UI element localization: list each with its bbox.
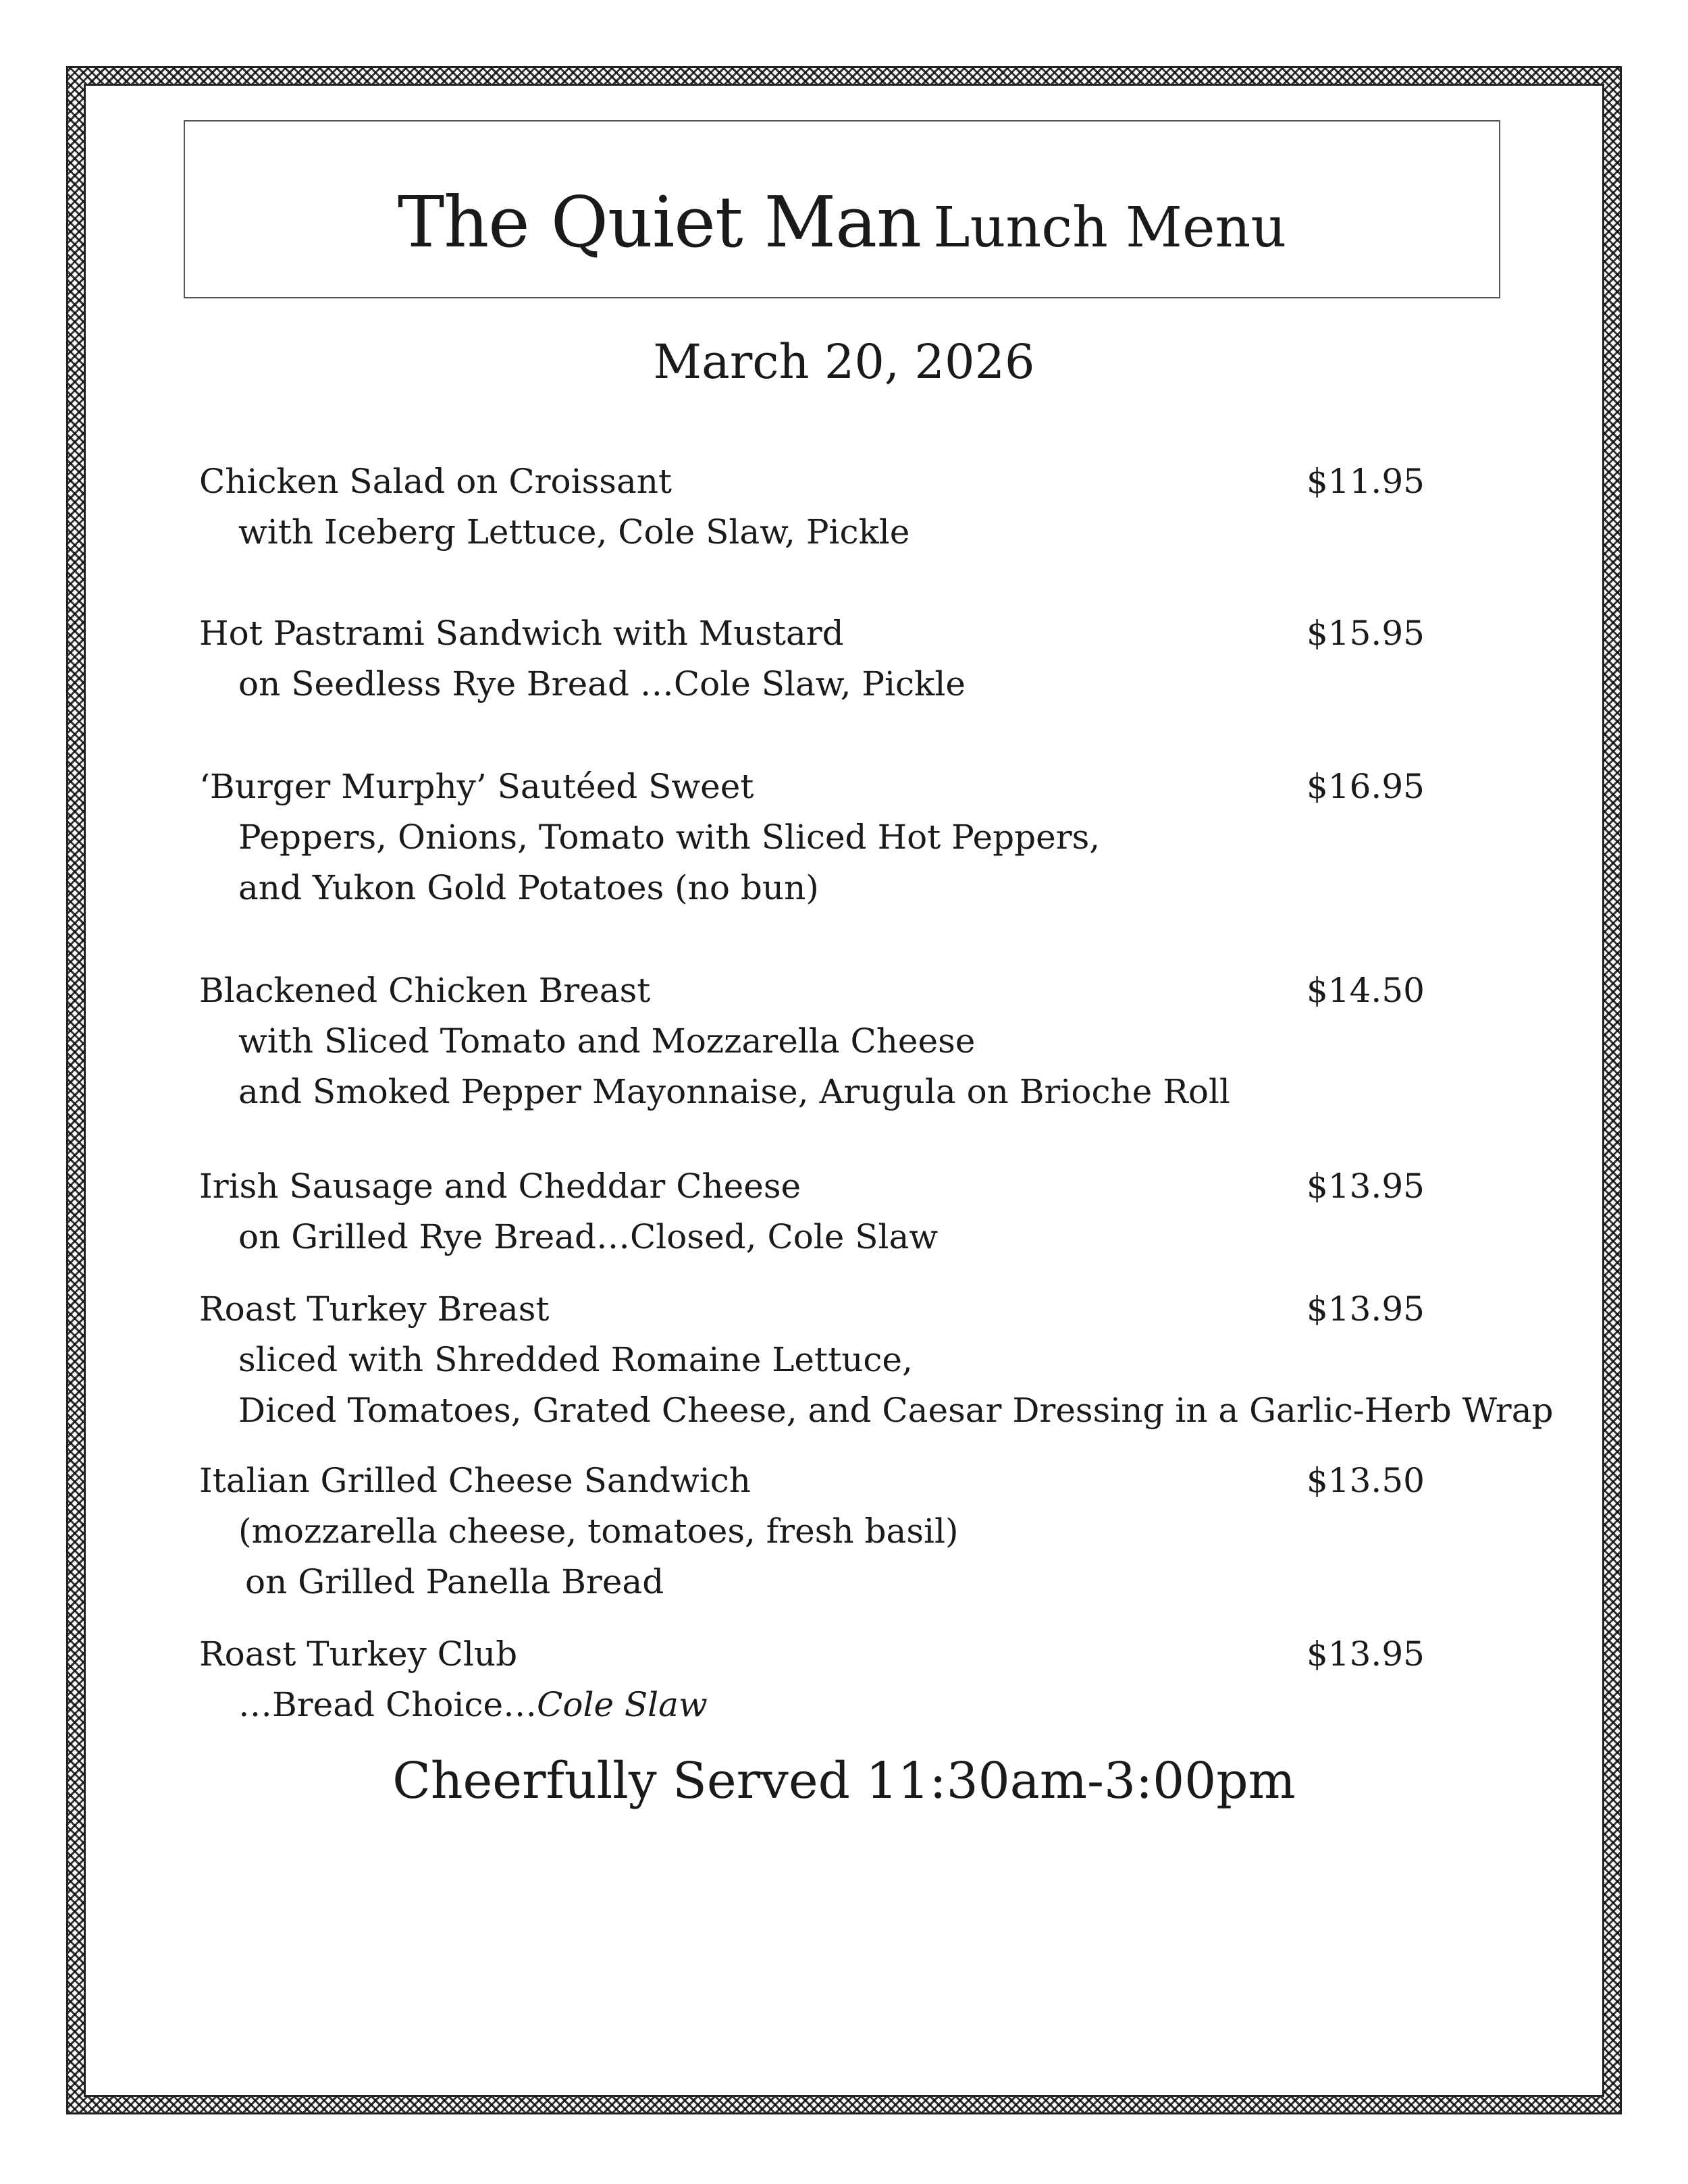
item-name: Blackened Chicken Breast — [199, 971, 651, 1010]
item-name: Hot Pastrami Sandwich with Mustard — [199, 614, 844, 653]
restaurant-name: The Quiet Man — [397, 181, 922, 263]
item-name: Roast Turkey Breast — [199, 1289, 550, 1329]
item-description: on Grilled Rye Bread…Closed, Cole Slaw — [238, 1217, 939, 1256]
item-description: with Iceberg Lettuce, Cole Slaw, Pickle — [238, 512, 910, 552]
item-name: Italian Grilled Cheese Sandwich — [199, 1461, 751, 1500]
item-description: on Grilled Panella Bread — [245, 1562, 664, 1601]
item-price: $13.95 — [1307, 1634, 1425, 1674]
menu-date: March 20, 2026 — [653, 334, 1035, 390]
item-description: Peppers, Onions, Tomato with Sliced Hot Peppers, — [238, 818, 1101, 857]
item-description: on Seedless Rye Bread …Cole Slaw, Pickle — [238, 664, 966, 703]
item-price: $13.50 — [1307, 1461, 1425, 1500]
menu-item — [199, 1284, 1554, 1436]
item-price: $16.95 — [1307, 767, 1425, 806]
item-name: ‘Burger Murphy’ Sautéed Sweet — [199, 767, 754, 806]
item-name: Roast Turkey Club — [199, 1634, 518, 1674]
page-title — [185, 181, 1499, 263]
item-description-text: …Bread Choice… — [238, 1685, 537, 1724]
item-name: Irish Sausage and Cheddar Cheese — [199, 1167, 801, 1206]
menu-item — [199, 762, 1482, 913]
item-description: and Smoked Pepper Mayonnaise, Arugula on Brioche Roll — [238, 1072, 1230, 1111]
item-price: $13.95 — [1307, 1289, 1425, 1329]
menu-item — [199, 456, 1482, 558]
item-price: $14.50 — [1307, 971, 1425, 1010]
item-name: Chicken Salad on Croissant — [199, 462, 672, 501]
menu-item — [199, 965, 1482, 1117]
item-price: $11.95 — [1307, 462, 1425, 501]
item-description — [199, 1680, 1482, 1730]
item-description: and Yukon Gold Potatoes (no bun) — [238, 868, 819, 907]
menu-title: Lunch Menu — [933, 196, 1287, 260]
service-hours: Cheerfully Served 11:30am-3:00pm — [392, 1752, 1296, 1810]
menu-item — [199, 1456, 1482, 1607]
item-description-side: Cole Slaw — [537, 1685, 708, 1724]
item-description: (mozzarella cheese, tomatoes, fresh basil) — [238, 1512, 959, 1551]
menu-item — [199, 1161, 1482, 1262]
item-description: Diced Tomatoes, Grated Cheese, and Caesar Dressing in a Garlic-Herb Wrap — [238, 1391, 1554, 1430]
title-box — [184, 120, 1500, 298]
item-description: with Sliced Tomato and Mozzarella Cheese — [238, 1021, 976, 1061]
item-price: $15.95 — [1307, 614, 1425, 653]
item-price: $13.95 — [1307, 1167, 1425, 1206]
item-description: sliced with Shredded Romaine Lettuce, — [238, 1340, 913, 1379]
menu-item — [199, 608, 1482, 710]
menu-item — [199, 1629, 1482, 1730]
